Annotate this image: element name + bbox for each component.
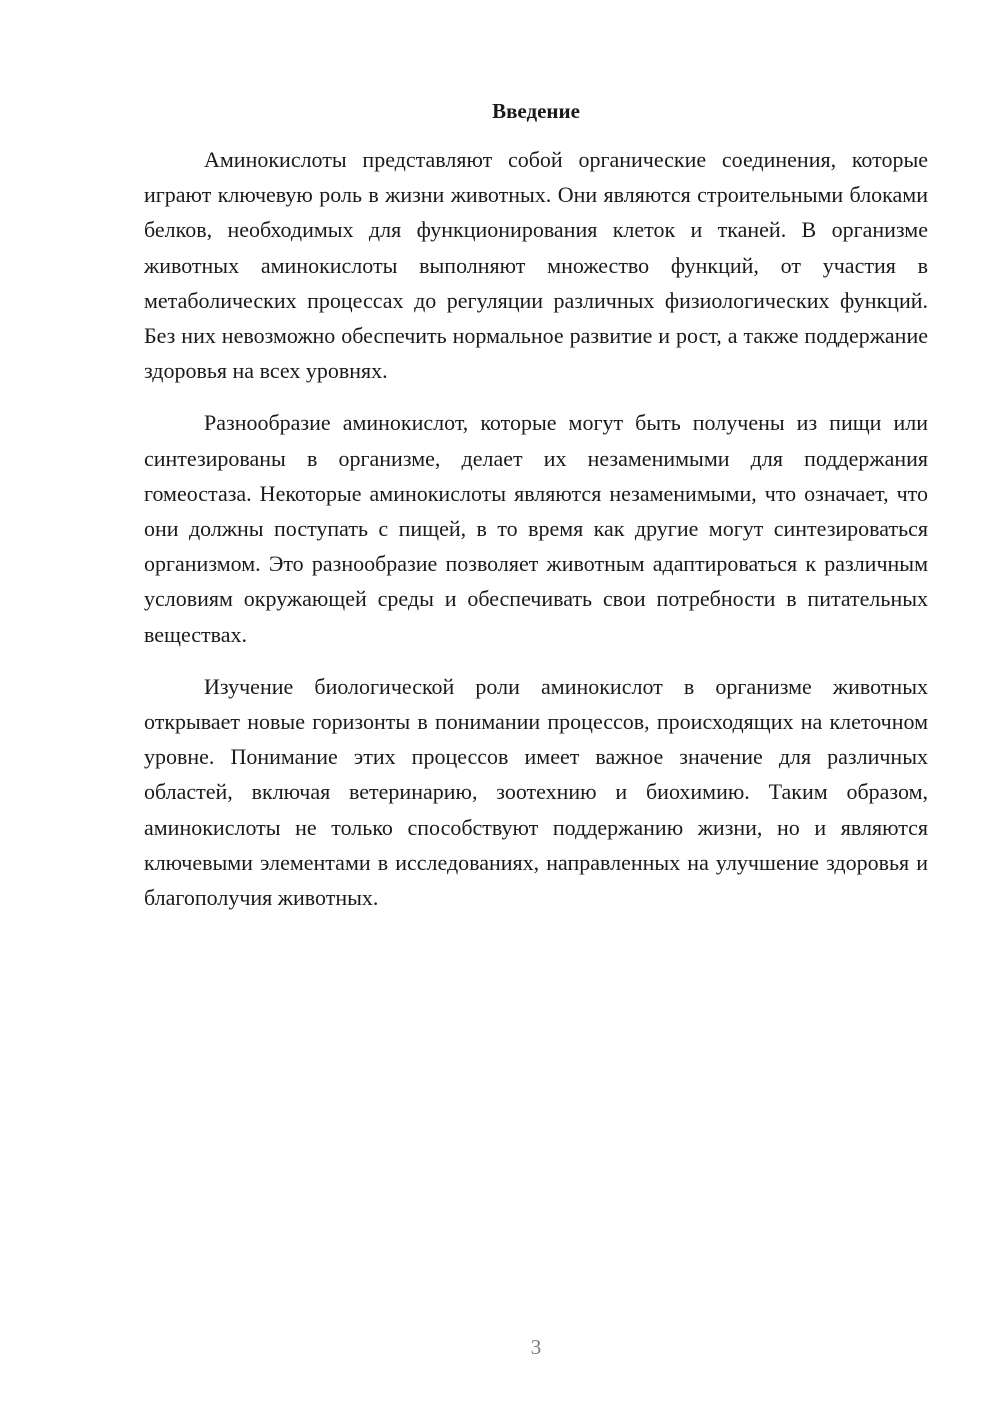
page-number: 3 [530, 1335, 542, 1359]
paragraph-2: Разнообразие аминокислот, которые могут быть получены из пищи или синтезированы в организме, делает их незаменимыми для поддержания гомеостаза. Некоторые аминокислоты являются незаменимыми, что означает, что они должны поступать с пищей, в то время как другие могут синтезироваться организмом. Это разнообразие позволяет животным адаптироваться к различным условиям окружающей среды и обеспечивать свои потребности в питательных веществах. [144, 410, 928, 647]
paragraph-1: Аминокислоты представляют собой органические соединения, которые играют ключевую роль в жизни животных. Они являются строительными блоками белков, необходимых для функционирования клеток и тканей. В организме животных аминокислоты выполняют множество функций, от участия в метаболических процессах до регуляции различных физиологических функций. Без них невозможно обеспечить нормальное развитие и рост, а также поддержание здоровья на всех уровнях. [144, 147, 928, 384]
paragraph-3: Изучение биологической роли аминокислот в организме животных открывает новые горизонты в понимании процессов, происходящих на клеточном уровне. Понимание этих процессов имеет важное значение для различных областей, включая ветеринарию, зоотехнию и биохимию. Таким образом, аминокислоты не только способствуют поддержанию жизни, но и являются ключевыми элементами в исследованиях, направленных на улучшение здоровья и благополучия животных. [144, 673, 928, 911]
body-text [144, 142, 928, 932]
section-heading: Введение [492, 99, 580, 123]
